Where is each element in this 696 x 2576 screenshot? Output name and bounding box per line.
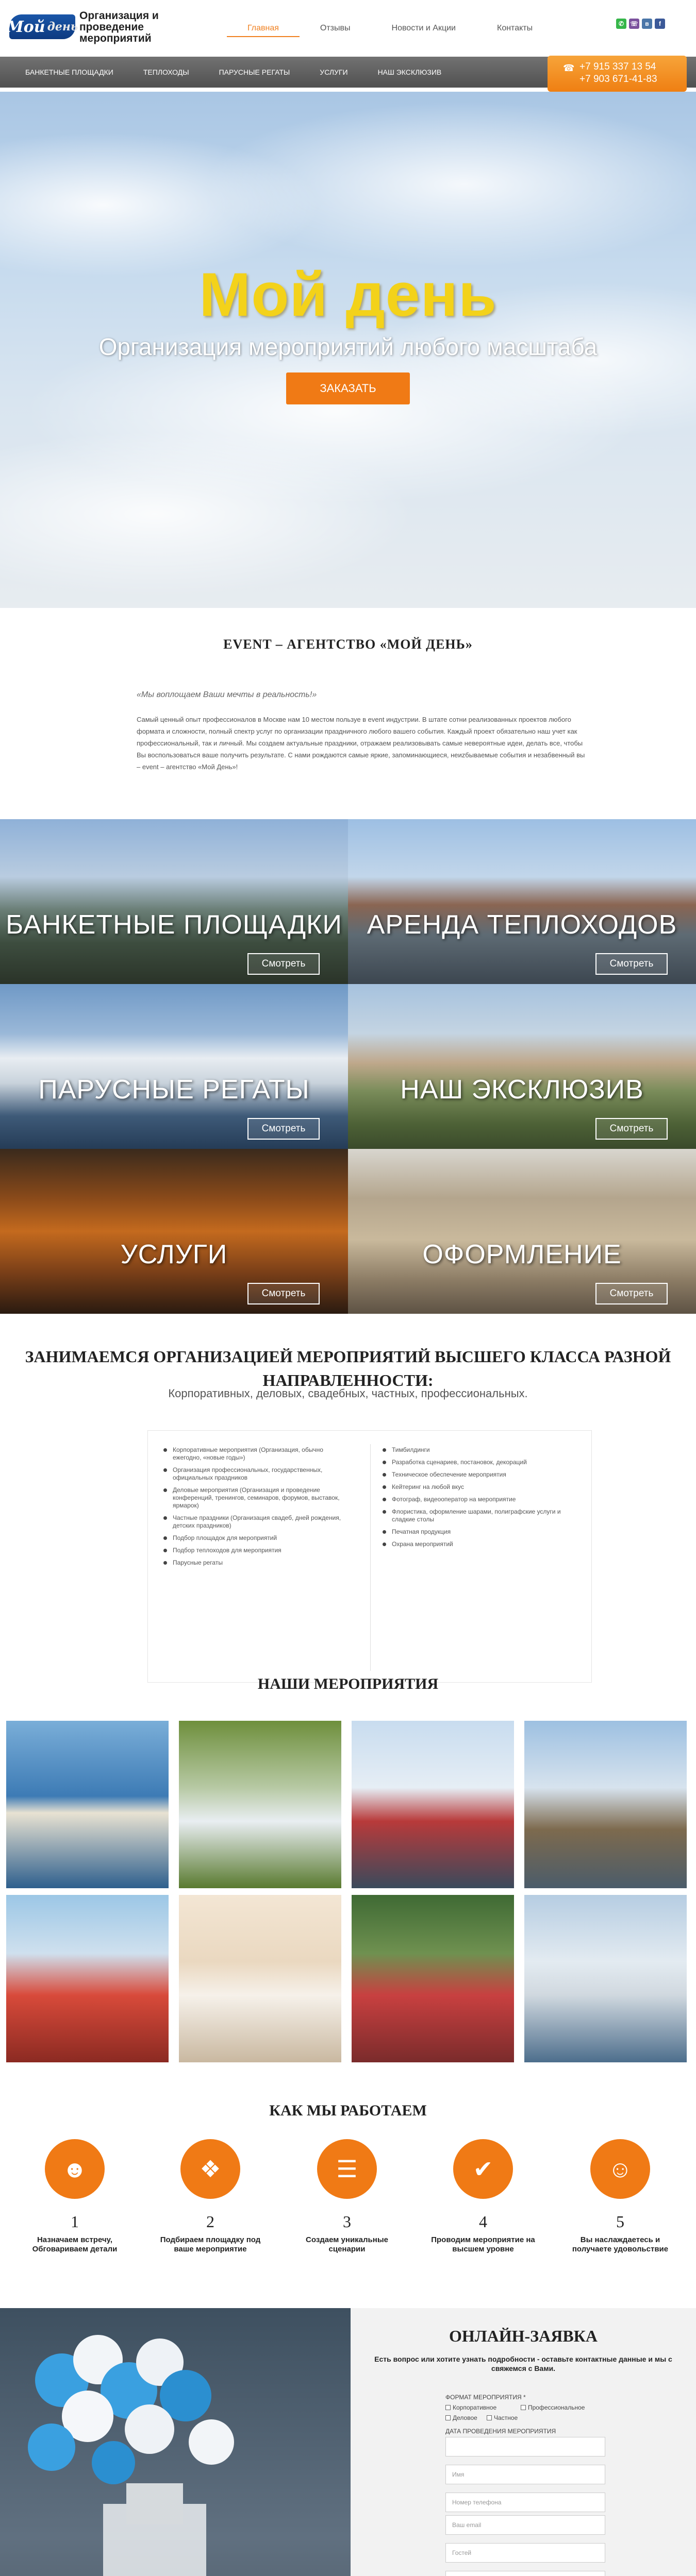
service-item: Подбор теплоходов для мероприятия	[163, 1547, 349, 1554]
service-item: Корпоративные мероприятия (Организация, обычно ежегодно, «новые годы»)	[163, 1446, 349, 1462]
event-photo[interactable]	[352, 1895, 514, 2062]
name-field[interactable]: Имя	[445, 2465, 605, 2484]
service-item: Техническое обеспечение мероприятия	[383, 1471, 568, 1479]
format-option-label: Корпоративное	[453, 2404, 497, 2411]
format-private[interactable]	[487, 2414, 518, 2421]
phone-field[interactable]: Номер телефона	[445, 2493, 605, 2512]
tile-exclusive-button[interactable]: Смотреть	[595, 1118, 668, 1140]
event-photo[interactable]	[352, 1721, 514, 1888]
hero-title: Мой день	[199, 260, 497, 329]
logo-sub: день	[47, 20, 78, 33]
cat-exclusive[interactable]: НАШ ЭКСКЛЮЗИВ	[377, 68, 442, 76]
date-label: ДАТА ПРОВЕДЕНИЯ МЕРОПРИЯТИЯ	[445, 2428, 556, 2435]
services-box	[147, 1430, 592, 1683]
nav-reviews[interactable]: Отзывы	[320, 24, 351, 32]
event-photo[interactable]	[6, 1721, 169, 1888]
tile-ships[interactable]	[348, 819, 696, 984]
event-photo[interactable]	[524, 1721, 687, 1888]
services-left-list	[163, 1446, 349, 1571]
request-form	[351, 2308, 696, 2576]
whatsapp-icon[interactable]: ✆	[616, 19, 626, 29]
viber-icon[interactable]: ☏	[629, 19, 639, 29]
tile-exclusive-label: НАШ ЭКСКЛЮЗИВ	[400, 1075, 644, 1105]
step-number: 5	[616, 2212, 624, 2231]
header-phones[interactable]	[548, 56, 687, 92]
service-item: Деловые мероприятия (Организация и проведение конференций, тренингов, семинаров, форумов, выставок, ярмарок)	[163, 1486, 349, 1510]
services-divider	[370, 1444, 371, 1671]
hero	[0, 92, 696, 608]
tile-services-button[interactable]: Смотреть	[247, 1283, 320, 1304]
step-2	[156, 2139, 264, 2254]
service-item: Фотограф, видеооператор на мероприятие	[383, 1496, 568, 1503]
service-item: Тимбилдинги	[383, 1446, 568, 1454]
step-5	[566, 2139, 674, 2254]
nav-news[interactable]: Новости и Акции	[391, 24, 456, 32]
date-field[interactable]	[445, 2437, 605, 2456]
service-item: Охрана мероприятий	[383, 1540, 568, 1548]
main-nav	[227, 21, 553, 37]
guests-field[interactable]: Гостей	[445, 2543, 605, 2563]
balloons-photo	[0, 2308, 351, 2576]
event-photo[interactable]	[524, 1895, 687, 2062]
intro-quote: «Мы воплощаем Ваши мечты в реальность!»	[137, 690, 317, 699]
service-item: Парусные регаты	[163, 1559, 349, 1567]
header-phone-1[interactable]: +7 915 337 13 54	[579, 61, 656, 72]
tile-decor[interactable]	[348, 1149, 696, 1314]
service-item: Флористика, оформление шарами, полиграфские услуги и сладкие столы	[383, 1508, 568, 1523]
step-number: 1	[71, 2212, 79, 2231]
site-header	[0, 0, 696, 57]
intro-text: Самый ценный опыт профессионалов в Москве нам 10 местом пользуе в event индустрии. В штате сотни реализованных проектов любого формата и сложности, полный спектр услуг по организации праздничного любого вашего события. Каждый проект обязательно наш учет как профессиональный, так и личный. Мы создаем актуальные праздники, отражаем реализовывать самые невероятные идеи, делать все, чтобы Вы воспользоваться ваше получить результате. С нами рождаются самые яркие, запоминающиеся, неиzбываемые события и незабвенный вы – event – агентство «Мой День»!	[137, 716, 585, 771]
step-caption: Подбираем площадку под ваше мероприятие	[160, 2235, 261, 2253]
format-corporate[interactable]	[445, 2404, 496, 2411]
step-caption: Проводим мероприятие на высшем уровне	[431, 2235, 535, 2253]
nav-home[interactable]: Главная	[227, 21, 300, 37]
email-field[interactable]: Ваш email	[445, 2515, 605, 2535]
tile-regatta-button[interactable]: Смотреть	[247, 1118, 320, 1140]
header-phone-2[interactable]: +7 903 671-41-83	[579, 74, 657, 84]
tile-decor-button[interactable]: Смотреть	[595, 1283, 668, 1304]
tile-services[interactable]	[0, 1149, 348, 1314]
format-option-label: Деловое	[453, 2414, 477, 2421]
step-number: 2	[206, 2212, 214, 2231]
step-caption: Назначаем встречу, Обговариваем детали	[32, 2235, 118, 2253]
cat-ships[interactable]: ТЕПЛОХОДЫ	[143, 68, 189, 76]
step-caption: Создаем уникальные сценарии	[306, 2235, 388, 2253]
site-tagline: Организация и проведение мероприятий	[79, 10, 159, 44]
message-field[interactable]	[445, 2571, 605, 2576]
how-title: КАК МЫ РАБОТАЕМ	[269, 2102, 427, 2119]
social-links	[616, 19, 665, 29]
thumbs-up-icon: ✔	[453, 2139, 513, 2199]
intro-title: EVENT – АГЕНТСТВО «МОЙ ДЕНЬ»	[223, 637, 473, 652]
cat-services[interactable]: УСЛУГИ	[320, 68, 348, 76]
services-right-list	[383, 1446, 568, 1553]
format-professional[interactable]	[521, 2404, 585, 2411]
service-item: Печатная продукция	[383, 1528, 568, 1536]
format-label: ФОРМАТ МЕРОПРИЯТИЯ *	[445, 2394, 526, 2401]
cat-banquet[interactable]: БАНКЕТНЫЕ ПЛОЩАДКИ	[25, 68, 113, 76]
format-business[interactable]	[445, 2414, 477, 2421]
phone-icon: ☎	[563, 63, 575, 73]
tile-exclusive[interactable]	[348, 984, 696, 1149]
vk-icon[interactable]: в	[642, 19, 652, 29]
balloons-illustration	[0, 2308, 351, 2576]
step-number: 3	[343, 2212, 351, 2231]
tile-services-label: УСЛУГИ	[120, 1240, 228, 1269]
tile-banquet-button[interactable]: Смотреть	[247, 953, 320, 975]
tile-regatta-label: ПАРУСНЫЕ РЕГАТЫ	[38, 1075, 310, 1105]
services-title: ЗАНИМАЕМСЯ ОРГАНИЗАЦИЕЙ МЕРОПРИЯТИЙ ВЫСШЕГО КЛАССА РАЗНОЙ НАПРАВЛЕННОСТИ:	[25, 1347, 671, 1389]
service-item: Подбор площадок для мероприятий	[163, 1534, 349, 1542]
service-item: Разработка сценариев, постановок, декораций	[383, 1459, 568, 1466]
nav-contacts[interactable]: Контакты	[497, 24, 533, 32]
facebook-icon[interactable]: f	[655, 19, 665, 29]
events-title: НАШИ МЕРОПРИЯТИЯ	[257, 1675, 439, 1692]
list-icon: ☰	[317, 2139, 377, 2199]
format-option-label: Частное	[494, 2414, 518, 2421]
cat-regatta[interactable]: ПАРУСНЫЕ РЕГАТЫ	[219, 68, 290, 76]
step-number: 4	[479, 2212, 487, 2231]
logo[interactable]	[6, 14, 78, 39]
hero-subtitle: Организация мероприятий любого масштаба	[98, 333, 598, 360]
format-option-label: Профессиональное	[528, 2404, 585, 2411]
handshake-icon: ❖	[180, 2139, 240, 2199]
logo-main: Мой	[6, 18, 45, 36]
service-item: Кейтеринг на любой вкус	[383, 1483, 568, 1491]
tile-ships-label: АРЕНДА ТЕПЛОХОДОВ	[367, 910, 677, 940]
form-lead: Есть вопрос или хотите узнать подробности - оставьте контактные данные и мы с свяжемся с Вами.	[374, 2355, 672, 2372]
tile-decor-label: ОФОРМЛЕНИЕ	[422, 1240, 622, 1269]
step-1	[21, 2139, 129, 2254]
form-title: ОНЛАЙН-ЗАЯВКА	[449, 2327, 598, 2345]
services-subtitle: Корпоративных, деловых, свадебных, частных, профессиональных.	[168, 1387, 528, 1400]
step-caption: Вы наслаждаетесь и получаете удовольствие	[572, 2235, 669, 2253]
step-3	[293, 2139, 401, 2254]
step-4	[429, 2139, 537, 2254]
tile-ships-button[interactable]: Смотреть	[595, 953, 668, 975]
order-button[interactable]: ЗАКАЗАТЬ	[286, 372, 410, 404]
service-item: Частные праздники (Организация свадеб, дней рождения, детских праздников)	[163, 1514, 349, 1530]
tile-banquet-label: БАНКЕТНЫЕ ПЛОЩАДКИ	[6, 910, 342, 940]
user-icon: ☻	[45, 2139, 105, 2199]
service-item: Организация профессиональных, государственных, официальных праздников	[163, 1466, 349, 1482]
tile-regatta[interactable]	[0, 984, 348, 1149]
event-photo[interactable]	[6, 1895, 169, 2062]
event-photo[interactable]	[179, 1895, 341, 2062]
tile-banquet[interactable]	[0, 819, 348, 984]
event-photo[interactable]	[179, 1721, 341, 1888]
smile-icon: ☺	[590, 2139, 650, 2199]
